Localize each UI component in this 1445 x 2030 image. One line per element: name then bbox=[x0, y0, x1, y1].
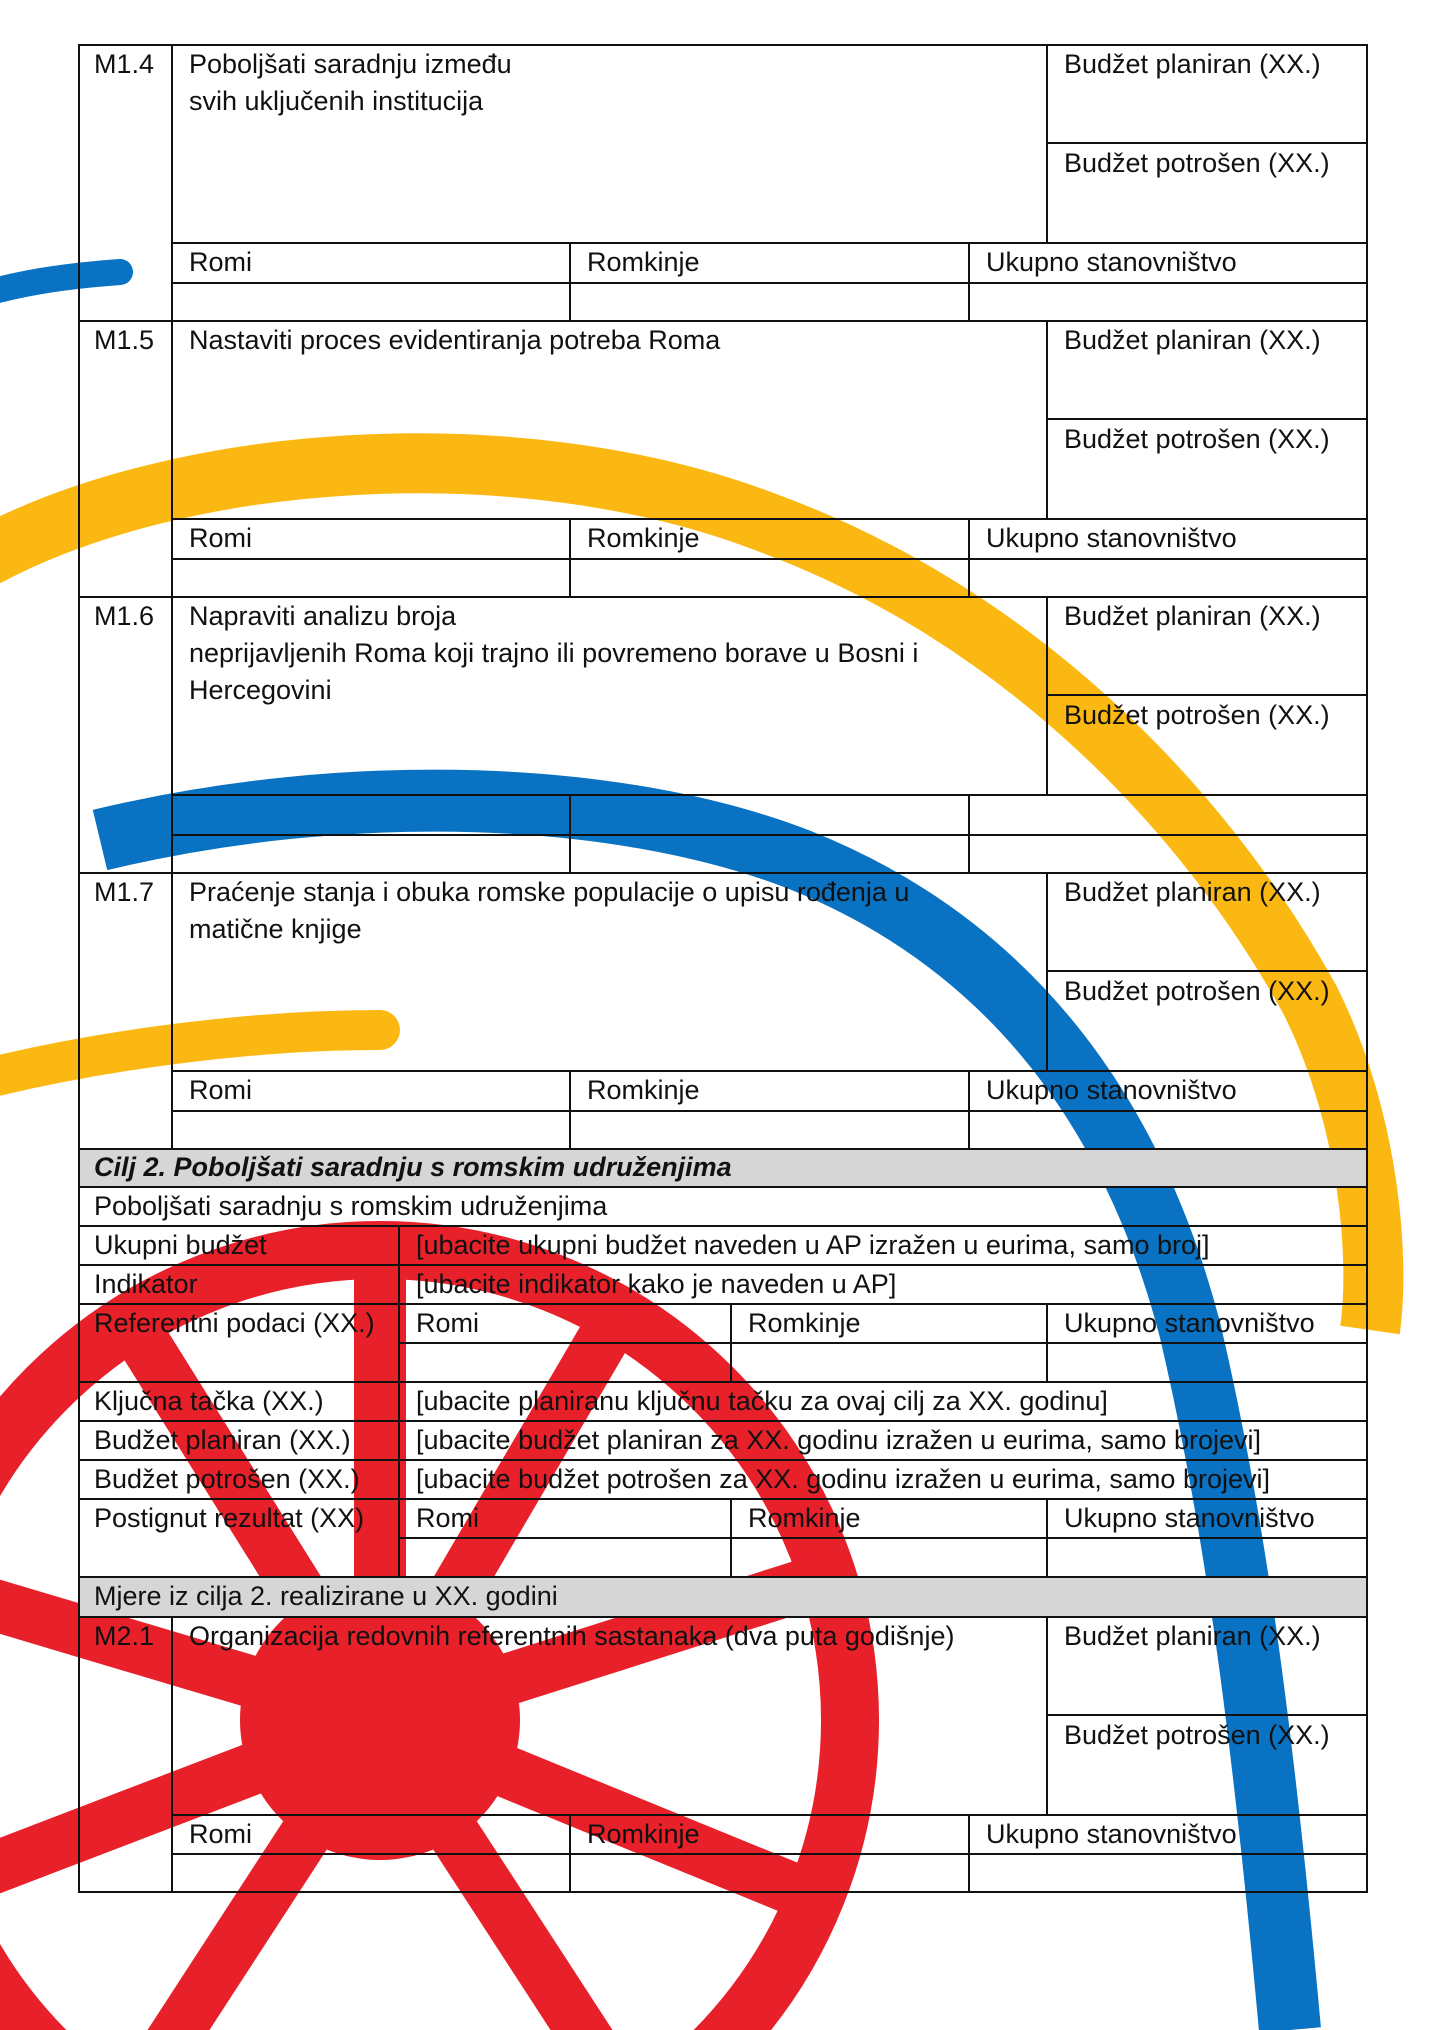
goal-2-description: Poboljšati saradnju s romskim udruženjima bbox=[94, 1191, 608, 1221]
indicator-label: Indikator bbox=[94, 1269, 198, 1299]
reference-label: Referentni podaci (XX.) bbox=[94, 1308, 375, 1338]
milestone-label: Ključna tačka (XX.) bbox=[94, 1386, 324, 1416]
measure-code-m1-7: M1.7 bbox=[94, 877, 155, 907]
measure-code-m1-6: M1.6 bbox=[94, 601, 155, 631]
measure-title-m1-4: Poboljšati saradnju između bbox=[189, 49, 512, 79]
measure-title-m1-6-line2: neprijavljenih Roma koji trajno ili povremeno borave u Bosni i bbox=[189, 638, 919, 668]
measure-title-m1-6-line3: Hercegovini bbox=[189, 675, 332, 705]
col-romkinje: Romkinje bbox=[587, 1075, 700, 1105]
measure-code-m1-5: M1.5 bbox=[94, 325, 155, 355]
budget-planned-label: Budžet planiran (XX.) bbox=[1064, 325, 1321, 355]
measure-title-m1-6: Napraviti analizu broja bbox=[189, 601, 457, 631]
budget-planned-label: Budžet planiran (XX.) bbox=[1064, 49, 1321, 79]
result-col-ukupno: Ukupno stanovništvo bbox=[1064, 1503, 1315, 1533]
measure-title-m1-4-line2: svih uključenih institucija bbox=[189, 86, 484, 116]
reference-col-romkinje: Romkinje bbox=[748, 1308, 861, 1338]
reference-col-ukupno: Ukupno stanovništvo bbox=[1064, 1308, 1315, 1338]
measure-title-m2-1: Organizacija redovnih referentnih sastanaka (dva puta godišnje) bbox=[189, 1621, 955, 1651]
col-romi: Romi bbox=[189, 1819, 253, 1849]
col-romi: Romi bbox=[189, 523, 253, 553]
result-label: Postignut rezultat (XX) bbox=[94, 1503, 365, 1533]
measure-title-m1-5: Nastaviti proces evidentiranja potreba Roma bbox=[189, 325, 721, 355]
indicator-value: [ubacite indikator kako je naveden u AP] bbox=[416, 1269, 897, 1299]
goal-2-heading: Cilj 2. Poboljšati saradnju s romskim udruženjima bbox=[94, 1152, 732, 1182]
measures-heading: Mjere iz cilja 2. realizirane u XX. godini bbox=[94, 1581, 558, 1611]
budget-planned-label: Budžet planiran (XX.) bbox=[1064, 1621, 1321, 1651]
budget-spent-label: Budžet potrošen (XX.) bbox=[1064, 424, 1330, 454]
goal-budget-spent-label: Budžet potrošen (XX.) bbox=[94, 1464, 360, 1494]
goal-budget-spent-value: [ubacite budžet potrošen za XX. godinu izražen u eurima, samo brojevi] bbox=[416, 1464, 1270, 1494]
budget-spent-label: Budžet potrošen (XX.) bbox=[1064, 1720, 1330, 1750]
total-budget-value: [ubacite ukupni budžet naveden u AP izražen u eurima, samo broj] bbox=[416, 1230, 1210, 1260]
milestone-value: [ubacite planiranu ključnu tačku za ovaj cilj za XX. godinu] bbox=[416, 1386, 1108, 1416]
measure-code-m2-1: M2.1 bbox=[94, 1621, 155, 1651]
measure-title-m1-7: Praćenje stanja i obuka romske populacije o upisu rođenja u bbox=[189, 877, 910, 907]
budget-spent-label: Budžet potrošen (XX.) bbox=[1064, 148, 1330, 178]
result-col-romkinje: Romkinje bbox=[748, 1503, 861, 1533]
total-budget-label: Ukupni budžet bbox=[94, 1230, 267, 1260]
col-romi: Romi bbox=[189, 1075, 253, 1105]
budget-planned-label: Budžet planiran (XX.) bbox=[1064, 877, 1321, 907]
budget-spent-label: Budžet potrošen (XX.) bbox=[1064, 976, 1330, 1006]
col-romkinje: Romkinje bbox=[587, 1819, 700, 1849]
measure-code-m1-4: M1.4 bbox=[94, 49, 155, 79]
reference-col-romi: Romi bbox=[416, 1308, 480, 1338]
col-ukupno: Ukupno stanovništvo bbox=[986, 247, 1237, 277]
col-ukupno: Ukupno stanovništvo bbox=[986, 1819, 1237, 1849]
col-ukupno: Ukupno stanovništvo bbox=[986, 1075, 1237, 1105]
col-romkinje: Romkinje bbox=[587, 247, 700, 277]
budget-planned-label: Budžet planiran (XX.) bbox=[1064, 601, 1321, 631]
measure-title-m1-7-line2: matične knjige bbox=[189, 914, 362, 944]
goal-budget-planned-value: [ubacite budžet planiran za XX. godinu izražen u eurima, samo brojevi] bbox=[416, 1425, 1261, 1455]
result-col-romi: Romi bbox=[416, 1503, 480, 1533]
col-ukupno: Ukupno stanovništvo bbox=[986, 523, 1237, 553]
col-romkinje: Romkinje bbox=[587, 523, 700, 553]
goal-budget-planned-label: Budžet planiran (XX.) bbox=[94, 1425, 351, 1455]
col-romi: Romi bbox=[189, 247, 253, 277]
budget-spent-label: Budžet potrošen (XX.) bbox=[1064, 700, 1330, 730]
